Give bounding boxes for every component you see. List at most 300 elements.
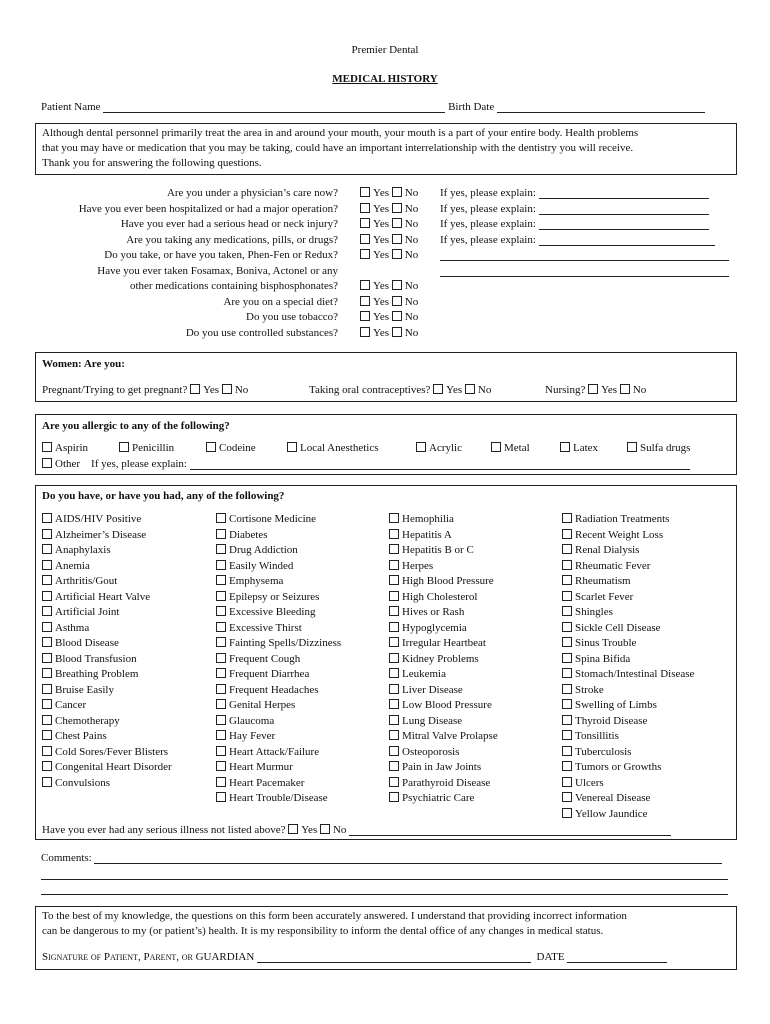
- condition-item: [562, 560, 650, 572]
- no-checkbox[interactable]: [392, 249, 402, 259]
- yes-checkbox[interactable]: [360, 218, 370, 228]
- condition-item: [216, 746, 319, 758]
- yes-checkbox[interactable]: [360, 249, 370, 259]
- yes-checkbox[interactable]: [190, 384, 200, 394]
- no-label: No: [404, 203, 419, 215]
- condition-label: Hypoglycemia: [402, 621, 467, 634]
- allergy-item: [119, 442, 174, 454]
- yes-no-group: [360, 280, 418, 292]
- condition-checkbox[interactable]: [389, 699, 399, 709]
- condition-item: [216, 513, 316, 525]
- explain-label: If yes, please explain:: [440, 187, 536, 199]
- condition-label: Tuberculosis: [575, 745, 632, 758]
- condition-checkbox[interactable]: [216, 653, 226, 663]
- yes-checkbox[interactable]: [360, 203, 370, 213]
- allergy-checkbox[interactable]: [42, 442, 52, 452]
- condition-label: Arthritis/Gout: [55, 575, 118, 587]
- yes-label: Yes: [373, 203, 390, 215]
- yes-label: Yes: [373, 249, 390, 261]
- question-label: Do you use controlled substances?: [185, 327, 338, 339]
- no-checkbox[interactable]: [392, 218, 402, 228]
- condition-item: [42, 591, 150, 603]
- condition-checkbox[interactable]: [562, 699, 572, 709]
- allergy-checkbox[interactable]: [416, 442, 426, 452]
- condition-checkbox[interactable]: [562, 684, 572, 694]
- yes-no-group: [360, 311, 418, 323]
- condition-label: Sickle Cell Disease: [575, 621, 661, 634]
- condition-label: High Blood Pressure: [402, 575, 494, 587]
- no-label: No: [404, 280, 419, 292]
- explain-field[interactable]: [440, 267, 729, 277]
- condition-label: Blood Disease: [55, 637, 119, 649]
- condition-label: Genital Herpes: [229, 699, 296, 711]
- no-checkbox[interactable]: [222, 384, 232, 394]
- condition-item: [562, 529, 663, 541]
- condition-item: [216, 591, 319, 603]
- patient-name-label: Patient Name: [41, 101, 101, 113]
- condition-label: Hay Fever: [229, 730, 276, 742]
- condition-checkbox[interactable]: [562, 513, 572, 523]
- explain-label: If yes, please explain:: [440, 203, 536, 215]
- condition-checkbox[interactable]: [216, 792, 226, 802]
- condition-label: Cold Sores/Fever Blisters: [55, 745, 169, 758]
- condition-item: [216, 730, 275, 742]
- condition-checkbox[interactable]: [42, 653, 52, 663]
- condition-checkbox[interactable]: [42, 715, 52, 725]
- allergy-explain-label: If yes, please explain:: [91, 458, 187, 470]
- condition-checkbox[interactable]: [389, 730, 399, 740]
- condition-item: [42, 637, 119, 649]
- allergy-checkbox[interactable]: [42, 458, 52, 468]
- condition-label: Frequent Headaches: [229, 683, 319, 696]
- no-checkbox[interactable]: [392, 234, 402, 244]
- no-checkbox[interactable]: [392, 296, 402, 306]
- condition-label: Drug Addiction: [229, 544, 298, 556]
- birth-date-field[interactable]: [497, 103, 705, 113]
- condition-item: [42, 513, 141, 525]
- condition-checkbox[interactable]: [216, 622, 226, 632]
- condition-checkbox[interactable]: [216, 761, 226, 771]
- condition-item: [42, 575, 117, 587]
- condition-checkbox[interactable]: [42, 699, 52, 709]
- explain-label: If yes, please explain:: [440, 234, 536, 246]
- intro-line-3: Thank you for answering the following questions.: [42, 157, 262, 169]
- condition-item: [562, 730, 619, 742]
- contraceptives-row: [309, 384, 491, 396]
- explain-field[interactable]: [539, 220, 709, 230]
- no-label: No: [632, 384, 647, 396]
- yes-label: Yes: [301, 824, 318, 836]
- no-label: No: [404, 234, 419, 246]
- question-label: Do you use tobacco?: [246, 311, 338, 323]
- explain-extra-line: [440, 265, 729, 277]
- no-checkbox[interactable]: [320, 824, 330, 834]
- condition-item: [42, 699, 86, 711]
- condition-label: Epilepsy or Seizures: [229, 590, 320, 603]
- condition-checkbox[interactable]: [389, 746, 399, 756]
- condition-label: Liver Disease: [402, 683, 463, 696]
- condition-item: [216, 544, 298, 556]
- condition-checkbox[interactable]: [562, 637, 572, 647]
- no-label: No: [404, 311, 419, 323]
- condition-label: Lung Disease: [402, 714, 463, 727]
- allergy-label: Other: [55, 458, 81, 470]
- condition-checkbox[interactable]: [216, 684, 226, 694]
- condition-item: [389, 529, 452, 541]
- condition-label: High Cholesterol: [402, 590, 478, 603]
- allergy-checkbox[interactable]: [627, 442, 637, 452]
- condition-checkbox[interactable]: [562, 730, 572, 740]
- no-checkbox[interactable]: [392, 327, 402, 337]
- condition-label: Anemia: [55, 559, 90, 572]
- no-label: No: [404, 327, 419, 339]
- condition-label: Renal Dialysis: [575, 544, 640, 556]
- explain-label: If yes, please explain:: [440, 218, 536, 230]
- condition-label: Psychiatric Care: [402, 792, 475, 804]
- condition-item: [216, 653, 300, 665]
- question-label: Have you ever been hospitalized or had a major operation?: [78, 203, 338, 215]
- yes-checkbox[interactable]: [360, 187, 370, 197]
- condition-checkbox[interactable]: [216, 637, 226, 647]
- explain-field[interactable]: [440, 251, 729, 261]
- explain-row: [440, 218, 709, 230]
- allergy-checkbox[interactable]: [119, 442, 129, 452]
- condition-checkbox[interactable]: [389, 637, 399, 647]
- yes-label: Yes: [373, 234, 390, 246]
- explain-row: [440, 203, 709, 215]
- yes-checkbox[interactable]: [433, 384, 443, 394]
- condition-label: Hives or Rash: [402, 606, 465, 618]
- birth-date-label: Birth Date: [448, 101, 495, 113]
- condition-item: [42, 622, 89, 634]
- yes-label: Yes: [373, 187, 390, 199]
- signature-label: Signature of Patient, Parent, or GUARDIAN: [42, 951, 255, 963]
- condition-checkbox[interactable]: [216, 575, 226, 585]
- condition-item: [562, 777, 604, 789]
- attestation-line-1: To the best of my knowledge, the questions on this form been accurately answered. I understand that providing incorrect information: [42, 910, 627, 922]
- no-checkbox[interactable]: [392, 280, 402, 290]
- no-checkbox[interactable]: [620, 384, 630, 394]
- question-label: Are you taking any medications, pills, or drugs?: [126, 234, 338, 246]
- allergy-explain-field[interactable]: [190, 460, 690, 470]
- condition-item: [216, 622, 302, 634]
- condition-item: [42, 606, 119, 618]
- condition-label: Leukemia: [402, 668, 446, 680]
- condition-checkbox[interactable]: [389, 715, 399, 725]
- attestation-line-2: can be dangerous to my (or patient’s) health. It is my responsibility to inform the dental office of any changes in medical status.: [42, 925, 604, 937]
- condition-checkbox[interactable]: [562, 715, 572, 725]
- condition-checkbox[interactable]: [389, 668, 399, 678]
- condition-label: Anaphylaxis: [55, 544, 111, 556]
- condition-item: [562, 761, 661, 773]
- nursing-label: Nursing?: [545, 384, 586, 396]
- condition-checkbox[interactable]: [562, 761, 572, 771]
- condition-checkbox[interactable]: [389, 529, 399, 539]
- allergy-item: [287, 442, 379, 454]
- yes-checkbox[interactable]: [360, 311, 370, 321]
- condition-checkbox[interactable]: [562, 746, 572, 756]
- condition-item: [216, 560, 293, 572]
- condition-label: Sinus Trouble: [575, 637, 637, 649]
- condition-checkbox[interactable]: [562, 808, 572, 818]
- condition-checkbox[interactable]: [562, 777, 572, 787]
- condition-label: Heart Murmur: [229, 761, 293, 773]
- yes-checkbox[interactable]: [360, 327, 370, 337]
- condition-item: [42, 653, 137, 665]
- condition-checkbox[interactable]: [389, 513, 399, 523]
- condition-checkbox[interactable]: [42, 668, 52, 678]
- signature-field[interactable]: [257, 953, 531, 963]
- condition-label: Easily Winded: [229, 559, 294, 572]
- condition-label: Radiation Treatments: [575, 513, 670, 525]
- condition-item: [389, 637, 486, 649]
- condition-label: Cortisone Medicine: [229, 513, 317, 525]
- condition-checkbox[interactable]: [216, 591, 226, 601]
- allergy-label: Codeine: [219, 442, 256, 454]
- condition-checkbox[interactable]: [42, 746, 52, 756]
- condition-checkbox[interactable]: [42, 591, 52, 601]
- condition-label: Excessive Thirst: [229, 621, 302, 634]
- condition-checkbox[interactable]: [42, 730, 52, 740]
- condition-checkbox[interactable]: [42, 684, 52, 694]
- condition-item: [216, 715, 274, 727]
- condition-checkbox[interactable]: [42, 529, 52, 539]
- question-label: Are you under a physician’s care now?: [166, 187, 338, 199]
- condition-label: Yellow Jaundice: [575, 807, 648, 820]
- condition-checkbox[interactable]: [389, 560, 399, 570]
- pregnant-row: [42, 384, 248, 396]
- condition-checkbox[interactable]: [216, 560, 226, 570]
- comments-field[interactable]: [94, 854, 722, 864]
- condition-checkbox[interactable]: [562, 622, 572, 632]
- condition-label: Spina Bifida: [575, 652, 631, 665]
- condition-item: [389, 653, 479, 665]
- no-label: No: [404, 249, 419, 261]
- condition-checkbox[interactable]: [42, 513, 52, 523]
- condition-checkbox[interactable]: [42, 606, 52, 616]
- condition-item: [562, 699, 657, 711]
- no-checkbox[interactable]: [392, 187, 402, 197]
- serious-illness-field[interactable]: [349, 826, 671, 836]
- patient-name-field[interactable]: [103, 103, 445, 113]
- condition-checkbox[interactable]: [42, 575, 52, 585]
- condition-checkbox[interactable]: [389, 591, 399, 601]
- conditions-section: [35, 485, 737, 840]
- yes-label: Yes: [446, 384, 463, 396]
- condition-item: [42, 684, 114, 696]
- condition-checkbox[interactable]: [216, 715, 226, 725]
- allergy-label: Latex: [573, 442, 599, 454]
- no-label: No: [332, 824, 347, 836]
- condition-label: Emphysema: [229, 575, 284, 587]
- condition-checkbox[interactable]: [42, 637, 52, 647]
- signature-row: [42, 951, 667, 963]
- yes-no-group: [360, 234, 418, 246]
- explain-field[interactable]: [539, 189, 709, 199]
- no-label: No: [404, 296, 419, 308]
- condition-label: Swelling of Limbs: [575, 699, 657, 711]
- allergy-item: [560, 442, 598, 454]
- condition-item: [389, 699, 492, 711]
- condition-checkbox[interactable]: [562, 529, 572, 539]
- explain-field[interactable]: [539, 236, 715, 246]
- condition-checkbox[interactable]: [389, 792, 399, 802]
- allergy-item: [416, 442, 462, 454]
- condition-label: Stroke: [575, 683, 604, 696]
- condition-item: [216, 668, 309, 680]
- condition-checkbox[interactable]: [389, 761, 399, 771]
- yes-no-group: [360, 327, 418, 339]
- condition-label: Rheumatism: [575, 575, 631, 587]
- condition-checkbox[interactable]: [216, 777, 226, 787]
- condition-checkbox[interactable]: [389, 606, 399, 616]
- condition-item: [389, 684, 463, 696]
- condition-checkbox[interactable]: [42, 777, 52, 787]
- condition-label: Heart Attack/Failure: [229, 745, 320, 758]
- condition-label: Thyroid Disease: [575, 714, 648, 727]
- condition-label: Glaucoma: [229, 714, 275, 727]
- condition-item: [42, 529, 146, 541]
- yes-label: Yes: [373, 311, 390, 323]
- comments-field[interactable]: [41, 885, 728, 895]
- condition-label: Kidney Problems: [402, 652, 479, 665]
- condition-label: Frequent Diarrhea: [229, 668, 310, 680]
- condition-item: [216, 529, 267, 541]
- condition-label: Rheumatic Fever: [575, 559, 651, 572]
- yes-no-group: [360, 296, 418, 308]
- condition-label: Diabetes: [229, 528, 268, 541]
- condition-item: [562, 513, 669, 525]
- no-checkbox[interactable]: [392, 203, 402, 213]
- condition-checkbox[interactable]: [216, 668, 226, 678]
- condition-item: [389, 513, 454, 525]
- serious-illness-label: Have you ever had any serious illness not listed above?: [42, 824, 286, 836]
- condition-checkbox[interactable]: [389, 575, 399, 585]
- condition-checkbox[interactable]: [389, 684, 399, 694]
- condition-label: Convulsions: [55, 776, 111, 789]
- allergy-checkbox[interactable]: [206, 442, 216, 452]
- condition-checkbox[interactable]: [562, 668, 572, 678]
- condition-label: Heart Trouble/Disease: [229, 792, 328, 804]
- condition-label: Blood Transfusion: [55, 652, 137, 665]
- condition-label: Scarlet Fever: [575, 590, 634, 603]
- condition-item: [389, 761, 481, 773]
- condition-item: [389, 715, 462, 727]
- condition-checkbox[interactable]: [216, 606, 226, 616]
- condition-checkbox[interactable]: [389, 777, 399, 787]
- condition-item: [42, 560, 90, 572]
- yes-checkbox[interactable]: [288, 824, 298, 834]
- condition-label: Hepatitis B or C: [402, 544, 474, 556]
- allergy-checkbox[interactable]: [491, 442, 501, 452]
- condition-label: Hepatitis A: [402, 528, 452, 541]
- condition-checkbox[interactable]: [216, 699, 226, 709]
- condition-checkbox[interactable]: [42, 761, 52, 771]
- condition-checkbox[interactable]: [562, 792, 572, 802]
- condition-checkbox[interactable]: [389, 544, 399, 554]
- condition-label: Chest Pains: [55, 730, 107, 742]
- condition-checkbox[interactable]: [389, 622, 399, 632]
- condition-checkbox[interactable]: [42, 560, 52, 570]
- condition-checkbox[interactable]: [562, 575, 572, 585]
- condition-item: [562, 792, 650, 804]
- condition-checkbox[interactable]: [216, 544, 226, 554]
- condition-label: Tonsillitis: [575, 730, 619, 742]
- condition-checkbox[interactable]: [562, 591, 572, 601]
- condition-checkbox[interactable]: [389, 653, 399, 663]
- condition-checkbox[interactable]: [42, 544, 52, 554]
- date-field[interactable]: [567, 953, 667, 963]
- condition-item: [389, 560, 433, 572]
- allergies-heading: Are you allergic to any of the following?: [42, 420, 230, 432]
- comments-line: [41, 868, 728, 880]
- allergies-section: [35, 414, 737, 475]
- condition-checkbox[interactable]: [216, 513, 226, 523]
- comments-field[interactable]: [41, 870, 728, 880]
- condition-item: [562, 575, 631, 587]
- explain-field[interactable]: [539, 205, 709, 215]
- allergy-item: [491, 442, 530, 454]
- condition-label: Bruise Easily: [55, 683, 114, 696]
- yes-label: Yes: [373, 296, 390, 308]
- condition-item: [389, 730, 498, 742]
- yes-checkbox[interactable]: [588, 384, 598, 394]
- allergy-checkbox[interactable]: [287, 442, 297, 452]
- women-section: [35, 352, 737, 402]
- yes-no-group: [360, 218, 418, 230]
- allergy-label: Metal: [504, 442, 530, 454]
- yes-checkbox[interactable]: [360, 296, 370, 306]
- condition-checkbox[interactable]: [216, 746, 226, 756]
- no-checkbox[interactable]: [465, 384, 475, 394]
- condition-label: Cancer: [55, 699, 87, 711]
- condition-item: [42, 544, 111, 556]
- intro-box: [35, 123, 737, 175]
- condition-item: [42, 746, 168, 758]
- yes-no-group: [360, 249, 418, 261]
- condition-label: Artificial Heart Valve: [55, 590, 151, 603]
- intro-line-2: that you may have or medication that you may be taking, could have an important interrelationship with the dentistry you will receive.: [42, 142, 634, 154]
- condition-checkbox[interactable]: [562, 606, 572, 616]
- yes-no-group: [360, 187, 418, 199]
- question-label: other medications containing bisphosphonates?: [129, 280, 338, 292]
- allergy-label: Acrylic: [429, 442, 462, 454]
- condition-item: [216, 792, 328, 804]
- condition-checkbox[interactable]: [562, 544, 572, 554]
- allergy-label: Sulfa drugs: [640, 442, 691, 454]
- condition-checkbox[interactable]: [562, 653, 572, 663]
- condition-label: Excessive Bleeding: [229, 606, 316, 618]
- condition-item: [42, 715, 120, 727]
- condition-label: Parathyroid Disease: [402, 776, 491, 789]
- condition-checkbox[interactable]: [216, 529, 226, 539]
- allergy-checkbox[interactable]: [560, 442, 570, 452]
- yes-checkbox[interactable]: [360, 234, 370, 244]
- page-title: MEDICAL HISTORY: [332, 73, 438, 85]
- condition-checkbox[interactable]: [42, 622, 52, 632]
- yes-checkbox[interactable]: [360, 280, 370, 290]
- condition-item: [389, 792, 474, 804]
- condition-item: [389, 591, 477, 603]
- condition-checkbox[interactable]: [216, 730, 226, 740]
- condition-checkbox[interactable]: [562, 560, 572, 570]
- condition-label: Venereal Disease: [575, 792, 651, 804]
- yes-no-group: [360, 203, 418, 215]
- no-checkbox[interactable]: [392, 311, 402, 321]
- explain-row: [440, 187, 709, 199]
- condition-label: Pain in Jaw Joints: [402, 761, 482, 773]
- condition-item: [389, 544, 474, 556]
